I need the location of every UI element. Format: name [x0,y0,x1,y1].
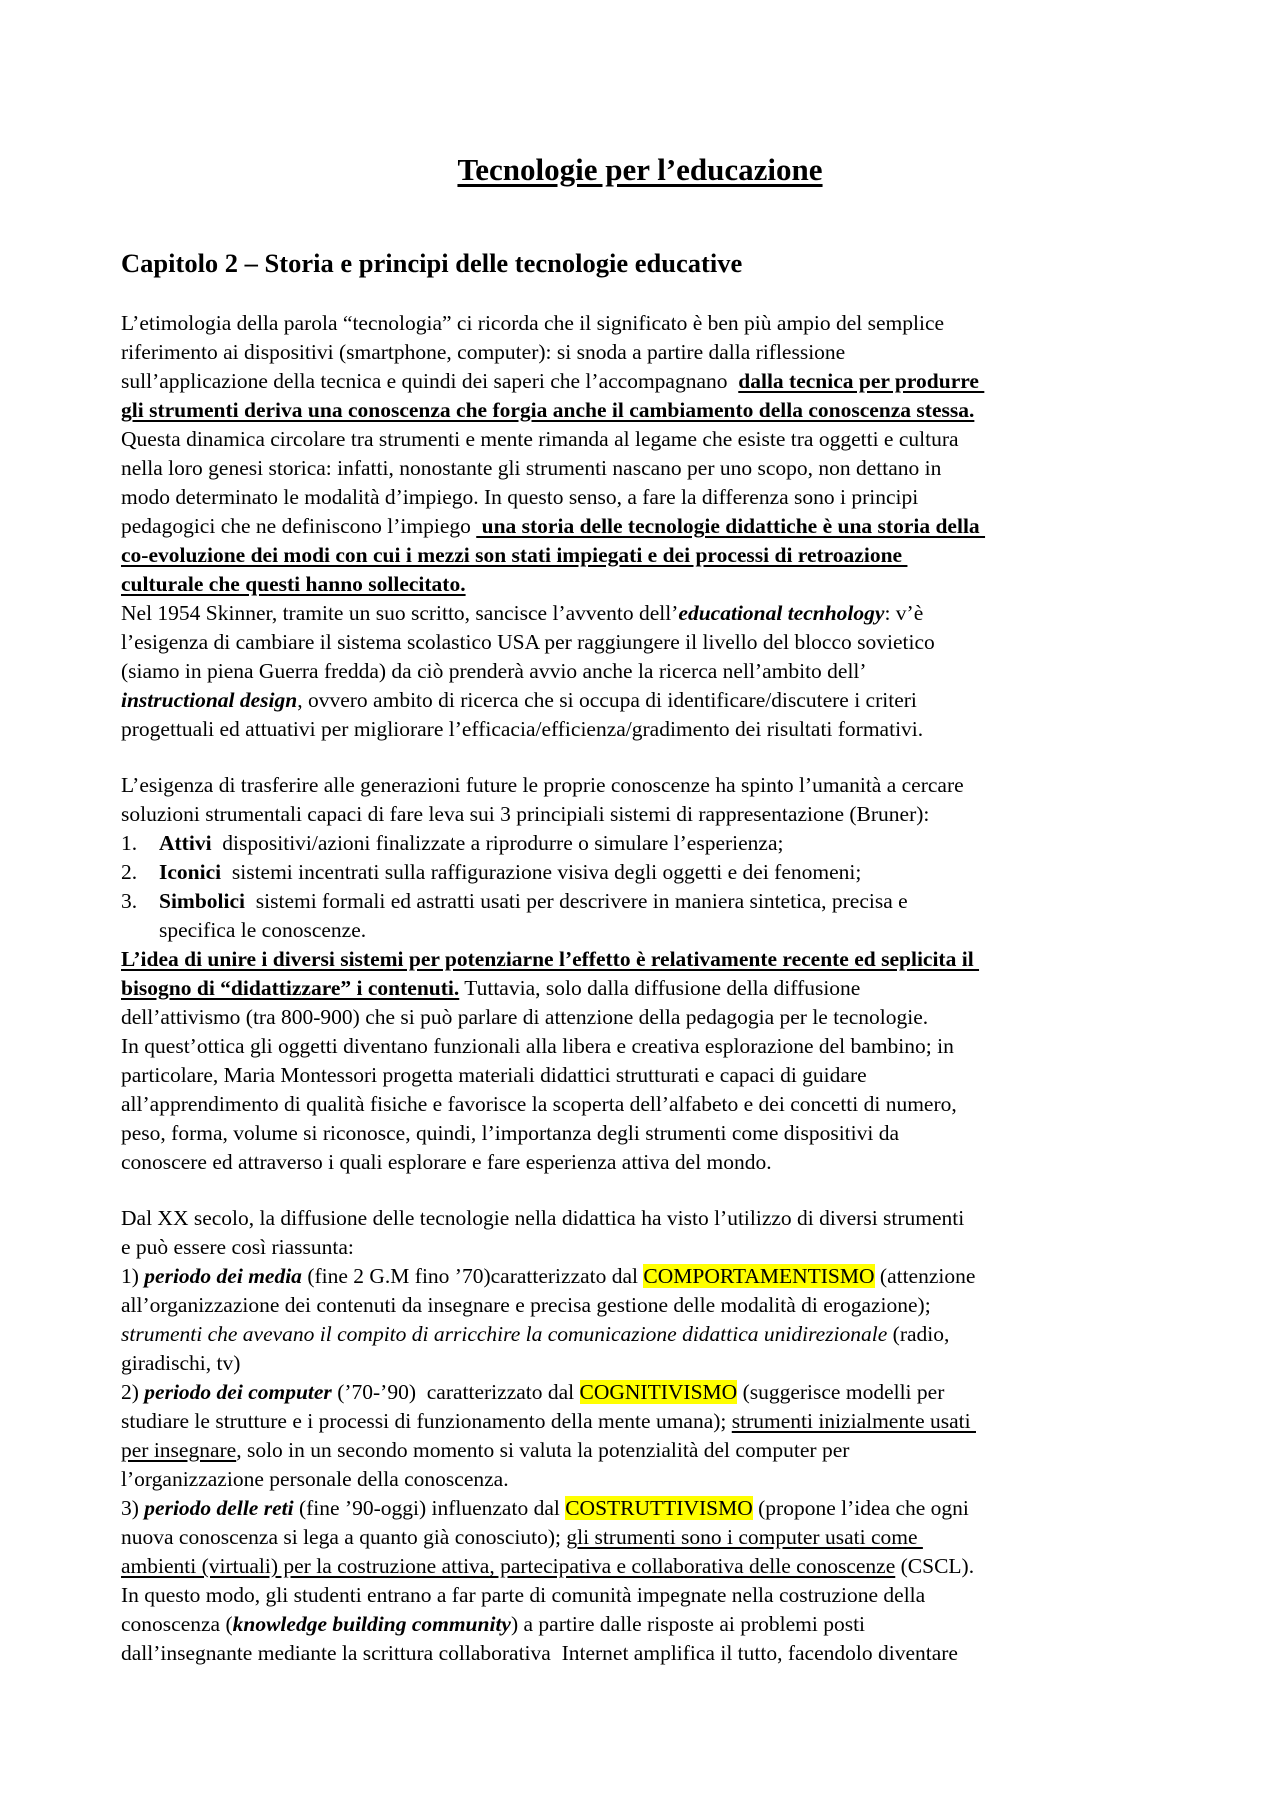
text-line: dell’attivismo (tra 800-900) che si può parlare di attenzione della pedagogia per le tecnologie. [121,1005,929,1029]
emphasis-span: bisogno di “didattizzare” i contenuti. [121,976,460,1000]
text-line: l’esigenza di cambiare il sistema scolastico USA per raggiungere il livello del blocco sovietico [121,630,935,654]
text-line: Dal XX secolo, la diffusione delle tecnologie nella didattica ha visto l’utilizzo di diversi strumenti [121,1206,965,1230]
list-text: dispositivi/azioni finalizzate a riprodurre o simulare l’esperienza; [211,831,784,855]
text-line: co-evoluzione dei modi con cui i mezzi son stati impiegati e dei processi di retroazione [121,543,908,567]
term-span: instructional design [121,688,298,712]
text-span: (’70-’90) caratterizzato dal [331,1380,580,1404]
highlighted-term: COMPORTAMENTISMO [643,1264,875,1288]
text-span: (CSCL). [895,1554,975,1578]
text-line [121,1263,975,1290]
list-item [159,859,861,886]
text-line: (siamo in piena Guerra fredda) da ciò prenderà avvio anche la ricerca nell’ambito dell’ [121,659,867,683]
text-span: 1) [121,1264,145,1288]
list-text: sistemi incentrati sulla raffigurazione visiva degli oggetti e dei fenomeni; [221,860,862,884]
text-span: (radio, [887,1322,950,1346]
text-line: L’esigenza di trasferire alle generazioni future le proprie conoscenze ha spinto l’umanità a cercare [121,773,964,797]
text-line [121,600,923,627]
document-title: Tecnologie per l’educazione [457,152,823,187]
text-line [121,368,984,395]
text-line: gli strumenti deriva una conoscenza che forgia anche il cambiamento della conoscenza stessa. [121,398,975,422]
text-line: dall’insegnante mediante la scrittura collaborativa Internet amplifica il tutto, facendolo diventare [121,1641,958,1665]
underlined-span: gli strumenti sono i computer usati come [566,1525,923,1549]
text-line [121,1611,865,1638]
underlined-span: ambienti (virtuali) per la costruzione attiva, partecipativa e collaborativa delle conoscenze [121,1554,896,1578]
emphasis-span: dalla tecnica per produrre [738,369,985,393]
text-span: , solo in un secondo momento si valuta la potenzialità del computer per [236,1438,850,1462]
text-span: conoscenza ( [121,1612,233,1636]
text-line: L’etimologia della parola “tecnologia” ci ricorda che il significato è ben più ampio del semplice [121,311,945,335]
text-span: 2) [121,1380,145,1404]
text-line: all’apprendimento di qualità fisiche e favorisce la scoperta dell’alfabeto e dei concetti di numero, [121,1092,957,1116]
text-span: , ovvero ambito di ricerca che si occupa di identificare/discutere i criteri [297,688,917,712]
highlighted-term: COSTRUTTIVISMO [565,1496,753,1520]
underlined-span: per insegnare [121,1438,237,1462]
period-term: periodo dei media [144,1264,302,1288]
text-line: e può essere così riassunta: [121,1235,354,1259]
text-line: modo determinato le modalità d’impiego. In questo senso, a fare la differenza sono i principi [121,485,919,509]
text-span: sull’applicazione della tecnica e quindi dei saperi che l’accompagnano [121,369,739,393]
text-span: Tuttavia, solo dalla diffusione della diffusione [459,976,861,1000]
list-number: 3. [121,889,138,913]
text-line: progettuali ed attuativi per migliorare l’efficacia/efficienza/gradimento dei risultati formativi. [121,717,924,741]
list-text: sistemi formali ed astratti usati per descrivere in maniera sintetica, precisa e [245,889,908,913]
text-span: (suggerisce modelli per [737,1380,945,1404]
list-number: 1. [121,831,138,855]
text-line [121,513,985,540]
text-line: In questo modo, gli studenti entrano a far parte di comunità impegnate nella costruzione della [121,1583,926,1607]
text-span: ) a partire dalle risposte ai problemi posti [510,1612,866,1636]
highlighted-term: COGNITIVISMO [579,1380,738,1404]
text-line [121,1379,944,1406]
text-span: pedagogici che ne definiscono l’impiego [121,514,477,538]
text-span: Nel 1954 Skinner, tramite un suo scritto, sancisce l’avvento dell’ [121,601,679,625]
text-line [121,1495,969,1522]
text-line [121,975,860,1002]
text-line [121,1553,974,1580]
text-line: l’organizzazione personale della conoscenza. [121,1467,509,1491]
text-span: nuova conoscenza si lega a quanto già conosciuto); [121,1525,567,1549]
text-span: (attenzione [874,1264,976,1288]
text-line: culturale che questi hanno sollecitato. [121,572,466,596]
text-line [121,687,917,714]
text-line: Questa dinamica circolare tra strumenti e mente rimanda al legame che esiste tra oggetti e cultura [121,427,959,451]
text-line [121,1408,976,1435]
text-line: In quest’ottica gli oggetti diventano funzionali alla libera e creativa esplorazione del bambino; in [121,1034,954,1058]
text-span: (fine ’90-oggi) influenzato dal [293,1496,566,1520]
text-line: peso, forma, volume si riconosce, quindi, l’importanza degli strumenti come dispositivi da [121,1121,900,1145]
underlined-span: strumenti inizialmente usati [731,1409,976,1433]
term-span: knowledge building community [232,1612,511,1636]
text-span: (propone l’idea che ogni [752,1496,969,1520]
text-line: particolare, Maria Montessori progetta materiali didattici strutturati e capaci di guidare [121,1063,867,1087]
text-line: all’organizzazione dei contenuti da insegnare e precisa gestione delle modalità di erogazione); [121,1293,931,1317]
text-line: conoscere ed attraverso i quali esplorare e fare esperienza attiva del mondo. [121,1150,772,1174]
text-span: 3) [121,1496,145,1520]
list-item [159,888,908,915]
list-term: Attivi [159,831,212,855]
text-line [121,1524,923,1551]
text-line: nella loro genesi storica: infatti, nonostante gli strumenti nascano per uno scopo, non dettano in [121,456,942,480]
list-term: Iconici [159,860,222,884]
text-span: (fine 2 G.M fino ’70)caratterizzato dal [301,1264,644,1288]
list-item-continuation: specifica le conoscenze. [159,918,367,942]
text-line: riferimento ai dispositivi (smartphone, computer): si snoda a partire dalla riflessione [121,340,846,364]
text-line [121,1321,949,1348]
chapter-heading: Capitolo 2 – Storia e principi delle tecnologie educative [121,248,743,278]
text-line: giradischi, tv) [121,1351,241,1375]
list-term: Simbolici [159,889,246,913]
list-number: 2. [121,860,138,884]
period-term: periodo delle reti [144,1496,294,1520]
text-line [121,1437,849,1464]
term-span: educational tecnhology [678,601,885,625]
italic-span: strumenti che avevano il compito di arricchire la comunicazione didattica unidirezionale [121,1322,888,1346]
text-span: studiare le strutture e i processi di funzionamento della mente umana); [121,1409,732,1433]
text-span: : v’è [884,601,924,625]
text-line: soluzioni strumentali capaci di fare leva sui 3 principiali sistemi di rappresentazione (Bruner): [121,802,930,826]
emphasis-span: una storia delle tecnologie didattiche è una storia della [476,514,986,538]
list-item [159,830,783,857]
period-term: periodo dei computer [144,1380,332,1404]
text-line: L’idea di unire i diversi sistemi per potenziarne l’effetto è relativamente recente ed seplicita il [121,947,980,971]
